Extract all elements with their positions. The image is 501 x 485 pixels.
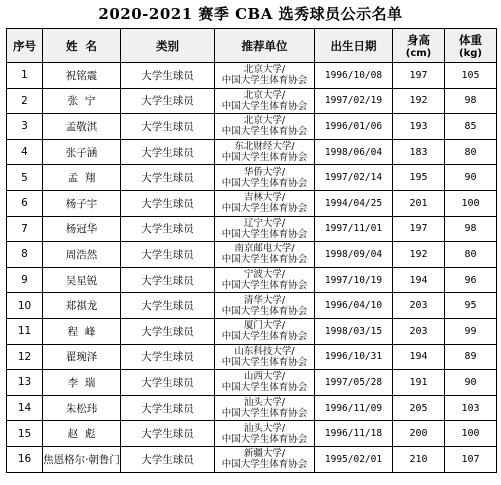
cell-category: 大学生球员 xyxy=(121,63,215,89)
cell-height: 183 xyxy=(393,139,445,165)
table-row xyxy=(7,395,497,421)
org-line-1: 北京大学/ xyxy=(243,89,286,101)
org-line-2: 中国大学生体育协会 xyxy=(221,177,308,189)
org-line-1: 清华大学/ xyxy=(243,294,286,306)
org-line-1: 新疆大学/ xyxy=(243,448,286,460)
cell-birth: 1997/11/01 xyxy=(315,216,393,242)
cell-org xyxy=(215,293,315,319)
cell-category: 大学生球员 xyxy=(121,165,215,191)
cell-org xyxy=(215,421,315,447)
table-row xyxy=(7,293,497,319)
cell-category: 大学生球员 xyxy=(121,242,215,268)
table-row xyxy=(7,318,497,344)
org-line-2: 中国大学生体育协会 xyxy=(221,382,308,394)
table-row xyxy=(7,421,497,447)
org-line-2: 中国大学生体育协会 xyxy=(221,152,308,164)
cell-birth: 1998/03/15 xyxy=(315,318,393,344)
cell-birth: 1996/01/06 xyxy=(315,114,393,140)
org-line-1: 南京邮电大学/ xyxy=(234,243,295,255)
cell-org xyxy=(215,139,315,165)
cell-height: 197 xyxy=(393,216,445,242)
org-line-1: 辽宁大学/ xyxy=(243,217,286,229)
cell-name: 李 瑞 xyxy=(43,370,121,396)
cell-weight: 98 xyxy=(445,216,497,242)
cell-birth: 1997/05/28 xyxy=(315,370,393,396)
header-height xyxy=(393,29,445,63)
header-category: 类别 xyxy=(121,29,215,63)
table-row xyxy=(7,63,497,89)
header-height-unit: (cm) xyxy=(405,48,432,59)
cell-category: 大学生球员 xyxy=(121,267,215,293)
org-line-2: 中国大学生体育协会 xyxy=(221,459,308,471)
org-line-2: 中国大学生体育协会 xyxy=(221,75,308,87)
table-row xyxy=(7,114,497,140)
header-weight xyxy=(445,29,497,63)
cell-name: 吴星锐 xyxy=(43,267,121,293)
org-line-1: 东北财经大学/ xyxy=(234,141,295,153)
org-line-1: 汕头大学/ xyxy=(243,422,286,434)
cell-org xyxy=(215,267,315,293)
org-line-1: 宁波大学/ xyxy=(243,269,286,281)
cell-org xyxy=(215,114,315,140)
cell-weight: 80 xyxy=(445,139,497,165)
cell-birth: 1998/09/04 xyxy=(315,242,393,268)
cell-birth: 1996/11/09 xyxy=(315,395,393,421)
cell-no: 12 xyxy=(7,344,43,370)
cell-weight: 100 xyxy=(445,421,497,447)
table-row xyxy=(7,370,497,396)
cell-category: 大学生球员 xyxy=(121,139,215,165)
cell-birth: 1996/10/08 xyxy=(315,63,393,89)
org-line-2: 中国大学生体育协会 xyxy=(221,331,308,343)
cell-org xyxy=(215,318,315,344)
cell-no: 13 xyxy=(7,370,43,396)
cell-height: 201 xyxy=(393,190,445,216)
cell-height: 210 xyxy=(393,446,445,472)
header-height-label: 身高 xyxy=(407,33,430,47)
cell-no: 6 xyxy=(7,190,43,216)
cell-category: 大学生球员 xyxy=(121,344,215,370)
cell-weight: 103 xyxy=(445,395,497,421)
cell-weight: 100 xyxy=(445,190,497,216)
cell-category: 大学生球员 xyxy=(121,88,215,114)
cell-name: 杨子宇 xyxy=(43,190,121,216)
cell-org xyxy=(215,216,315,242)
org-line-2: 中国大学生体育协会 xyxy=(221,126,308,138)
header-name: 姓 名 xyxy=(43,29,121,63)
header-org: 推荐单位 xyxy=(215,29,315,63)
cell-category: 大学生球员 xyxy=(121,293,215,319)
org-line-1: 吉林大学/ xyxy=(243,192,286,204)
org-line-2: 中国大学生体育协会 xyxy=(221,100,308,112)
cell-height: 205 xyxy=(393,395,445,421)
cell-name: 程 峰 xyxy=(43,318,121,344)
cell-name: 张子涵 xyxy=(43,139,121,165)
cell-name: 杨冠华 xyxy=(43,216,121,242)
cell-org xyxy=(215,446,315,472)
cell-no: 2 xyxy=(7,88,43,114)
cell-category: 大学生球员 xyxy=(121,370,215,396)
cell-no: 9 xyxy=(7,267,43,293)
header-weight-unit: (kg) xyxy=(459,48,482,59)
table-row xyxy=(7,344,497,370)
cell-birth: 1997/02/14 xyxy=(315,165,393,191)
org-line-2: 中国大学生体育协会 xyxy=(221,433,308,445)
org-line-1: 山东科技大学/ xyxy=(234,345,295,357)
org-line-2: 中国大学生体育协会 xyxy=(221,305,308,317)
cell-height: 197 xyxy=(393,63,445,89)
cell-no: 16 xyxy=(7,446,43,472)
cell-weight: 105 xyxy=(445,63,497,89)
cell-birth: 1996/04/10 xyxy=(315,293,393,319)
cell-no: 10 xyxy=(7,293,43,319)
org-line-2: 中国大学生体育协会 xyxy=(221,280,308,292)
cell-no: 3 xyxy=(7,114,43,140)
cell-name: 焦恩格尔·朝鲁门 xyxy=(43,446,121,472)
cell-name: 翟琬泽 xyxy=(43,344,121,370)
cell-weight: 99 xyxy=(445,318,497,344)
cell-height: 203 xyxy=(393,318,445,344)
cell-birth: 1995/02/01 xyxy=(315,446,393,472)
org-line-1: 华侨大学/ xyxy=(243,166,286,178)
roster-table xyxy=(6,28,497,473)
cell-no: 11 xyxy=(7,318,43,344)
cell-category: 大学生球员 xyxy=(121,446,215,472)
cell-org xyxy=(215,242,315,268)
cell-category: 大学生球员 xyxy=(121,216,215,242)
org-line-1: 山西大学/ xyxy=(243,371,286,383)
cell-weight: 96 xyxy=(445,267,497,293)
cell-org xyxy=(215,190,315,216)
cell-no: 7 xyxy=(7,216,43,242)
cell-height: 194 xyxy=(393,267,445,293)
cell-weight: 90 xyxy=(445,165,497,191)
table-row xyxy=(7,165,497,191)
cell-category: 大学生球员 xyxy=(121,190,215,216)
cell-no: 4 xyxy=(7,139,43,165)
cell-weight: 98 xyxy=(445,88,497,114)
header-birth: 出生日期 xyxy=(315,29,393,63)
org-line-1: 北京大学/ xyxy=(243,115,286,127)
org-line-2: 中国大学生体育协会 xyxy=(221,228,308,240)
page-title: 2020-2021 赛季 CBA 选秀球员公示名单 xyxy=(98,5,403,23)
cell-birth: 1994/04/25 xyxy=(315,190,393,216)
table-row xyxy=(7,190,497,216)
org-line-2: 中国大学生体育协会 xyxy=(221,356,308,368)
cell-height: 194 xyxy=(393,344,445,370)
header-weight-label: 体重 xyxy=(459,33,482,47)
cell-org xyxy=(215,395,315,421)
cell-height: 192 xyxy=(393,88,445,114)
cell-weight: 80 xyxy=(445,242,497,268)
cell-name: 祝铭震 xyxy=(43,63,121,89)
cell-weight: 89 xyxy=(445,344,497,370)
cell-category: 大学生球员 xyxy=(121,318,215,344)
cell-height: 193 xyxy=(393,114,445,140)
cell-no: 8 xyxy=(7,242,43,268)
cell-org xyxy=(215,370,315,396)
org-line-2: 中国大学生体育协会 xyxy=(221,408,308,420)
cell-name: 周浩然 xyxy=(43,242,121,268)
cell-name: 孟敬淇 xyxy=(43,114,121,140)
cell-org xyxy=(215,63,315,89)
table-row xyxy=(7,267,497,293)
cell-weight: 85 xyxy=(445,114,497,140)
cell-org xyxy=(215,344,315,370)
table-row xyxy=(7,446,497,472)
cell-org xyxy=(215,88,315,114)
org-line-1: 北京大学/ xyxy=(243,64,286,76)
cell-category: 大学生球员 xyxy=(121,114,215,140)
table-row xyxy=(7,242,497,268)
cell-weight: 95 xyxy=(445,293,497,319)
cell-birth: 1997/10/19 xyxy=(315,267,393,293)
cell-name: 郑祺龙 xyxy=(43,293,121,319)
cell-height: 191 xyxy=(393,370,445,396)
cell-weight: 107 xyxy=(445,446,497,472)
cell-weight: 90 xyxy=(445,370,497,396)
cell-org xyxy=(215,165,315,191)
header-row xyxy=(7,29,497,63)
cell-name: 孟 翔 xyxy=(43,165,121,191)
cell-height: 200 xyxy=(393,421,445,447)
cell-no: 14 xyxy=(7,395,43,421)
header-no: 序号 xyxy=(7,29,43,63)
cell-height: 192 xyxy=(393,242,445,268)
cell-name: 赵 彪 xyxy=(43,421,121,447)
cell-name: 张 宁 xyxy=(43,88,121,114)
cell-category: 大学生球员 xyxy=(121,395,215,421)
cell-no: 15 xyxy=(7,421,43,447)
cell-no: 5 xyxy=(7,165,43,191)
cell-birth: 1998/06/04 xyxy=(315,139,393,165)
table-row xyxy=(7,88,497,114)
table-row xyxy=(7,139,497,165)
cell-name: 朱松玮 xyxy=(43,395,121,421)
cell-height: 195 xyxy=(393,165,445,191)
org-line-1: 汕头大学/ xyxy=(243,397,286,409)
org-line-2: 中国大学生体育协会 xyxy=(221,254,308,266)
org-line-2: 中国大学生体育协会 xyxy=(221,203,308,215)
cell-no: 1 xyxy=(7,63,43,89)
cell-category: 大学生球员 xyxy=(121,421,215,447)
cell-birth: 1997/02/19 xyxy=(315,88,393,114)
cell-birth: 1996/10/31 xyxy=(315,344,393,370)
cell-birth: 1996/11/18 xyxy=(315,421,393,447)
table-row xyxy=(7,216,497,242)
org-line-1: 厦门大学/ xyxy=(243,320,286,332)
cell-height: 203 xyxy=(393,293,445,319)
